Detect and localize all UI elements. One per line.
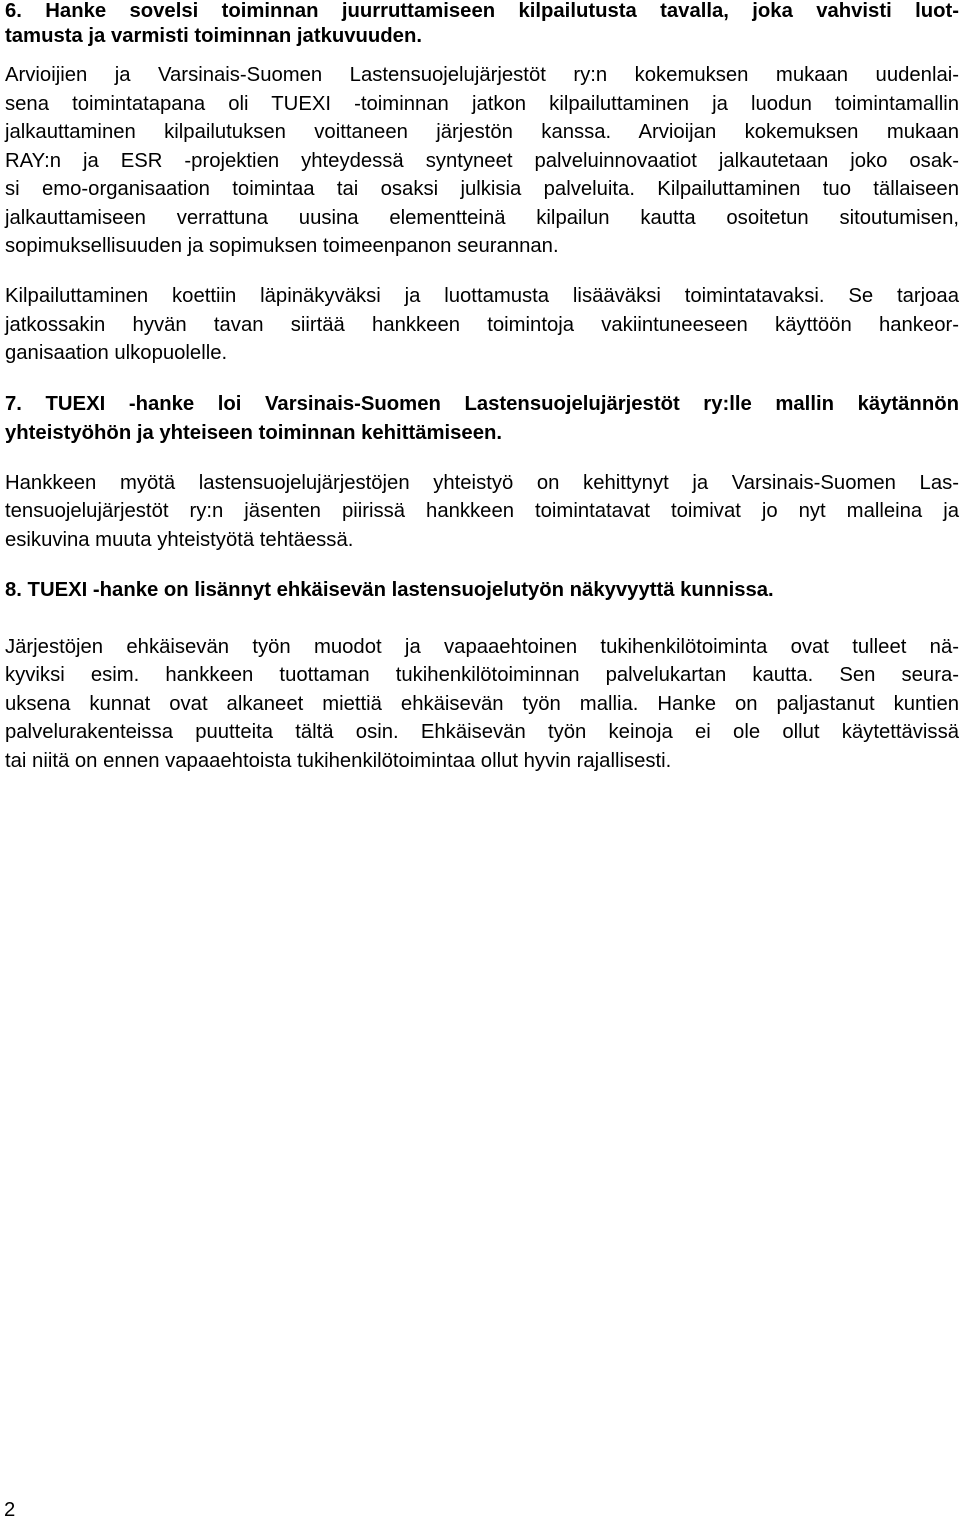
text-line: jalkauttaminen kilpailutuksen voittaneen järjestön kanssa. Arvioijan kokemuksen mukaan — [5, 121, 959, 143]
text-line: yhteistyöhön ja yhteiseen toiminnan kehittämiseen. — [5, 422, 503, 444]
text-line: RAY:n ja ESR -projektien yhteydessä syntyneet palveluinnovaatiot jalkautetaan joko osak- — [5, 150, 959, 172]
text-line: jatkossakin hyvän tavan siirtää hankkeen toimintoja vakiintuneeseen käyttöön hankeor- — [5, 314, 959, 336]
text-line: kyviksi esim. hankkeen tuottaman tukihenkilötoiminnan palvelukartan kautta. Sen seura- — [5, 664, 959, 686]
text-line: tai niitä on ennen vapaaehtoista tukihenkilötoimintaa ollut hyvin rajallisesti. — [5, 750, 672, 772]
text-line: 8. TUEXI -hanke on lisännyt ehkäisevän lastensuojelutyön näkyvyyttä kunnissa. — [5, 579, 774, 601]
text-line: uksena kunnat ovat alkaneet miettiä ehkäisevän työn mallia. Hanke on paljastanut kuntien — [5, 693, 959, 715]
text-line: 7. TUEXI -hanke loi Varsinais-Suomen Lastensuojelujärjestöt ry:lle mallin käytännön — [5, 393, 959, 415]
text-line: sopimuksellisuuden ja sopimuksen toimeenpanon seurannan. — [5, 235, 559, 257]
text-line: 6. Hanke sovelsi toiminnan juurruttamiseen kilpailutusta tavalla, joka vahvisti luot- — [5, 0, 959, 22]
page-number: 2 — [4, 1499, 16, 1521]
text-line: palvelurakenteissa puutteita tältä osin. Ehkäisevän työn keinoja ei ole ollut käytettävissä — [5, 721, 959, 743]
text-line: si emo-organisaation toimintaa tai osaksi julkisia palveluita. Kilpailuttaminen tuo tällaiseen — [5, 178, 959, 200]
text-line: jalkauttamiseen verrattuna uusina elementteinä kilpailun kautta osoitetun sitoutumisen, — [5, 207, 959, 229]
text-line: Arvioijien ja Varsinais-Suomen Lastensuojelujärjestöt ry:n kokemuksen mukaan uudenlai- — [5, 64, 959, 86]
text-line: ganisaation ulkopuolelle. — [5, 342, 228, 364]
text-line: Kilpailuttaminen koettiin läpinäkyväksi ja luottamusta lisääväksi toimintatavaksi. Se tarjoaa — [5, 285, 959, 307]
text-line: tamusta ja varmisti toiminnan jatkuvuuden. — [5, 25, 422, 47]
text-line: esikuvina muuta yhteistyötä tehtäessä. — [5, 529, 354, 551]
text-line: Järjestöjen ehkäisevän työn muodot ja vapaaehtoinen tukihenkilötoiminta ovat tulleet nä- — [5, 636, 959, 658]
text-line: sena toimintatapana oli TUEXI -toiminnan jatkon kilpailuttaminen ja luodun toimintamallin — [5, 93, 959, 115]
text-line: tensuojelujärjestöt ry:n jäsenten piirissä hankkeen toimintatavat toimivat jo nyt malleina ja — [5, 500, 959, 522]
text-line: Hankkeen myötä lastensuojelujärjestöjen yhteistyö on kehittynyt ja Varsinais-Suomen Las- — [5, 472, 959, 494]
